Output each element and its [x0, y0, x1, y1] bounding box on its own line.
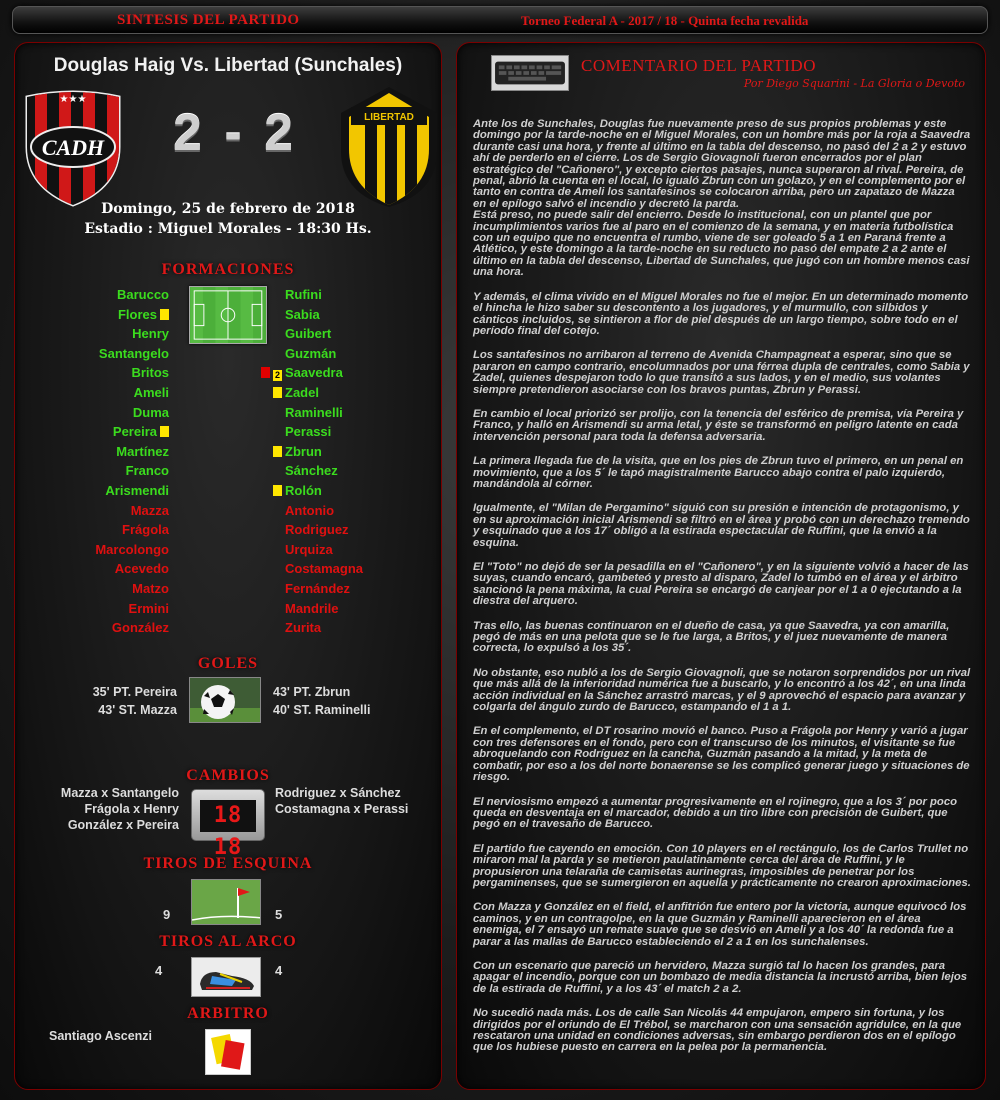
home-crest-stars: ★★★ [59, 94, 87, 105]
player-name: Costamagna [285, 561, 364, 577]
player-name: Ermini [128, 600, 169, 616]
player-name: Mazza [130, 502, 169, 518]
commentary-paragraph: No sucedió nada más. Los de calle San Nicolás 44 empujaron, empero sin fortuna, y los dirigidos por el oriundo de El Trébol, se marcharon con una sensación agridulce, en la que rescataron una unidad en condiciones adversas, sin embargo perdieron dos en el epílogo que los hubiese puesto en carrera en la pelea por la permanencia. [473, 1007, 962, 1054]
commentary-paragraph: La primera llegada fue de la visita, que en los pies de Zbrun tuvo el primero, en un penal en movimiento, que a los 5´ le tapó magistralmente Barucco abajo contra el palo izquierdo, mandándola al córner. [473, 455, 964, 490]
player-name: Sabia [285, 306, 320, 322]
home-lineup [95, 285, 169, 638]
player-away [274, 363, 363, 383]
yellow-card-icon [160, 426, 169, 437]
player-name: Fernández [285, 580, 351, 596]
player-home [95, 481, 169, 501]
player-home [95, 285, 169, 305]
referee-title: ARBITRO [187, 1005, 269, 1022]
player-name: Zadel [285, 384, 319, 400]
player-home [95, 442, 169, 462]
card-marks [273, 481, 282, 501]
player-name: Sánchez [285, 463, 338, 479]
douglas-haig-crest-icon [21, 87, 125, 207]
soccer-field-icon [189, 286, 267, 344]
player-name: Acevedo [114, 561, 169, 577]
player-home [95, 383, 169, 403]
player-name: Henry [132, 326, 169, 342]
player-away [285, 520, 363, 540]
sub-entry: Mazza x Santangelo [60, 786, 179, 800]
player-home [95, 344, 169, 364]
player-away [285, 618, 363, 638]
match-title: Douglas Haig Vs. Libertad (Sunchales) [53, 55, 403, 76]
red-card-icon [261, 367, 270, 378]
goal-entry: 43' ST. Mazza [98, 703, 177, 717]
formations-title: FORMACIONES [161, 261, 295, 278]
home-shots: 4 [155, 963, 163, 978]
soccer-boot-icon [191, 957, 261, 997]
away-crest-top: C. D. [379, 97, 399, 106]
player-away [285, 481, 363, 501]
board-display: 18 18 [200, 800, 256, 832]
card-marks [273, 383, 282, 403]
player-name: Ameli [133, 384, 169, 400]
player-name: Frágola [122, 522, 169, 538]
player-away [285, 422, 363, 442]
away-corners: 5 [275, 907, 283, 922]
card-marks [261, 363, 282, 383]
player-name: Guzmán [285, 345, 337, 361]
commentary-article [473, 119, 971, 1067]
yellow-card-icon [273, 485, 282, 496]
home-subs [61, 785, 179, 833]
commentary-title: COMENTARIO DEL PARTIDO [581, 56, 816, 75]
player-away [285, 501, 363, 521]
player-home [95, 501, 169, 521]
soccer-ball-icon [189, 677, 261, 723]
libertad-crest-icon [337, 87, 441, 207]
player-home [95, 403, 169, 423]
player-away [285, 383, 363, 403]
player-name: Britos [131, 365, 169, 381]
player-name: Antonio [285, 502, 335, 518]
player-name: Saavedra [285, 365, 343, 381]
player-name: Marcolongo [95, 541, 169, 557]
player-home [95, 618, 169, 638]
away-lineup [274, 285, 364, 638]
away-shots: 4 [275, 963, 283, 978]
player-away [285, 540, 363, 560]
commentary-paragraph: Tras ello, las buenas continuaron en el dueño de casa, ya que Saavedra, ya con amarilla, pegó de más en una pelota que se le fue larga, a Britos, y el juez nuevamente de manera correcta, lo expulsó a los 35´. [473, 619, 950, 655]
player-home [95, 324, 169, 344]
player-home [95, 363, 169, 383]
match-stadium: Estadio : Miguel Morales - 18:30 Hs. [84, 221, 372, 237]
player-away [285, 305, 363, 325]
commentary-paragraph: Y además, el clima vivido en el Miguel Morales no fue el mejor. En un determinado momento el hincha le hizo saber su descontento a los jugadores, y el murmullo, con silbidos y cánticos incluidos, se sintieron a flor de piel después de un largo tiempo, sobre todo en el período final del cotejo. [473, 290, 969, 337]
player-name: Zbrun [285, 443, 322, 459]
score: 2 - 2 [172, 104, 298, 162]
sub-entry: Rodriguez x Sánchez [275, 786, 401, 800]
player-name: Rodriguez [285, 522, 349, 538]
player-away [285, 599, 363, 619]
player-home [95, 461, 169, 481]
player-away [285, 344, 363, 364]
shots-title: TIROS AL ARCO [159, 933, 297, 950]
goal-entry: 43' PT. Zbrun [273, 685, 351, 699]
commentary-paragraph: Con Mazza y González en el field, el anfitrión fue entero por la victoria, aunque equivocó los caminos, y en un contragolpe, en la que Guzmán y Raminelli aparecieron en el área enemiga, el 7 ensayó un remate suave que se desvió en Ameli y a los 40´ la redonda fue a parar a las mallas de Barucco estableciendo el 2 a 1 en los sunchalenses. [473, 901, 967, 948]
match-date: Domingo, 25 de febrero de 2018 [101, 201, 355, 217]
commentary-paragraph: En el complemento, el DT rosarino movió el banco. Puso a Frágola por Henry y varió a jugar con tres defensores en el fondo, pero con el transcurso de los minutos, el visitante se fue abroquelando con Rodríguez en la cancha, Guzmán pasando a la mitad, y la meta de combatir, por eso a los del norte bonaerense se les complicó generar juego y situaciones de riesgo. [473, 725, 970, 784]
commentary-paragraph: Igualmente, el "Milan de Pergamino" siguió con su presión e intención de protagonismo, y en su aproximación inicial Arismendi se filtró en el área y probó con un derechazo tremendo y esquinado que a los 17´ obligó a la estirada espectacular de Ruffini, que la envió a la esquina. [473, 502, 970, 549]
commentary-paragraph: El "Toto" no dejó de ser la pesadilla en el "Cañonero", y en la siguiente volvió a hacer de las suyas, cuando encaró, gambeteó y presto al disparo, Zadel lo tumbó en el área y el árbitro sancionó la pena máxima, la cual Pereira se encargó de canjear por el 1 a 0 ejecutando a la diestra del arquero. [473, 561, 969, 608]
player-home [95, 599, 169, 619]
player-name: Raminelli [285, 404, 343, 420]
commentary-paragraph: El partido fue cayendo en emoción. Con 10 players en el rectángulo, los de Carlos Trullet no miraron mal la parda y se metieron paulatinamente cerca del área de Ruffini, y le propusieron una telaraña de camisetas aurinegras, imposibles de penetrar por los pergaminenses, que se sumergieron en aquella y prácticamente no crearon aproximaciones. [473, 842, 971, 889]
player-home [95, 579, 169, 599]
player-name: Santangelo [98, 345, 169, 361]
away-goals [273, 683, 370, 719]
commentary-paragraph: En cambio el local priorizó ser prolijo, con la tenencia del esférico de premisa, vía Pereira y Franco, y halló en Arismendi su arma letal, y éste se transformó en peligro latente en cada intervención personal para toda la defensa adversaria. [473, 407, 964, 443]
sub-entry: Costamagna x Perassi [275, 802, 409, 816]
away-subs [275, 785, 408, 817]
commentary-paragraph: Los santafesinos no arribaron al terreno de Avenida Champagneat a esperar, sino que se pararon en campo contrario, encolumnados por una férrea dupla de centrales, como Sabia y Zadel, quienes despejaron todo lo que transitó a sus lados, y en el medio, sus volantes siempre pretendieron asociarse con los bravos puntas, Zbrun y Perassi. [473, 349, 970, 396]
page-title: SINTESIS DEL PARTIDO [117, 12, 300, 28]
referee-name: Santiago Ascenzi [49, 1029, 153, 1043]
yellow-card-icon [160, 309, 169, 320]
player-name: Martínez [116, 443, 169, 459]
player-away [285, 559, 363, 579]
keyboard-icon [491, 55, 569, 91]
home-goals [93, 683, 177, 719]
player-name: Urquiza [285, 541, 333, 557]
tournament-label: Torneo Federal A - 2017 / 18 - Quinta fecha revalida [521, 13, 809, 28]
goals-title: GOLES [197, 655, 259, 672]
commentary-paragraph: El nerviosismo empezó a aumentar progresivamente en el rojinegro, que a los 3´ por poco queda en desventaja en el marcador, debido a un tiro libre con precisión de Guibert, que pegó en el travesaño de Barucco. [473, 795, 958, 831]
player-home [95, 559, 169, 579]
player-name: Guibert [285, 326, 332, 342]
player-name: Franco [125, 463, 169, 479]
player-name: Matzo [132, 580, 169, 596]
player-name: Flores [117, 306, 157, 322]
player-name: Pereira [112, 424, 157, 440]
player-name: Perassi [285, 424, 332, 440]
goal-entry: 40' ST. Raminelli [273, 703, 371, 717]
away-crest-text: LIBERTAD [364, 112, 414, 123]
commentary-paragraph: Ante los de Sunchales, Douglas fue nuevamente preso de sus propios problemas y este domingo por la tarde-noche en el Miguel Morales, con un hombre más por la roja a Saavedra durante casi una hora, y frente al último en la tabla del descenso, no pasó del 2 a 2 y estuvo ahí de perderlo en el cierre. Los de Sergio Giovagnoli fueron encerrados por el plan estratégico del "Cañonero", y excepto ciertos pasajes, nunca superaron al rival. Pereira, de penal, abrió la cuenta en el local, lo igualó Zbrun con un golazo, y en el complemento por el tanto en contra de Ameli los santafesinos se colocaron arriba, pero un zapatazo de Mazza en el epílogo salvó el incendio y decretó la parda. Está preso, no puede salir del encierro. Desde lo institucional, con un plantel que por incumplimientos varios fue al paro en el comienzo de la semana, y en materia futbolística con un equipo que no encuentra el rumbo, viene de ser goleado 5 a 1 en Paraná frente a Atlético, y este domingo a la tarde-noche en su reducto no pasó del empate 2 a 2 ante el último en la tabla del descenso, Libertad de Sunchales, que jugó con un hombre menos casi una hora. [473, 118, 971, 279]
player-away [285, 285, 363, 305]
commentary-paragraph: Con un escenario que pareció un hervidero, Mazza surgió tal lo hacen los grandes, para apagar el incendio, porque con un bombazo de media distancia la incrustó arriba, bien lejos de la estirada de Ruffini, y a los 43´ el match 2 a 2. [473, 959, 968, 995]
player-name: Rolón [285, 482, 322, 498]
player-name: González [111, 620, 169, 636]
corner-flag-icon [191, 879, 261, 925]
commentary-paragraph: No obstante, eso nubló a los de Sergio Giovagnoli, que se notaron sorprendidos por un rival que más allá de la inferioridad numérica fue a buscarlo, y lo encontró a los 42´, en una linda acción individual en la Sánchez arrastró marcas, y el 9 aprovechó el espacio para avanzar y colgarla del ángulo zurdo de Barucco, estampando el 1 a 1. [473, 666, 971, 714]
corners-title: TIROS DE ESQUINA [143, 855, 313, 872]
player-name: Rufini [285, 287, 322, 302]
player-home [95, 305, 169, 325]
yellow-card-icon [273, 446, 282, 457]
sub-entry: Frágola x Henry [84, 802, 179, 816]
goal-entry: 35' PT. Pereira [92, 685, 177, 699]
card-marks [273, 442, 282, 462]
home-crest-text: CADH [41, 135, 105, 160]
player-name: Arismendi [105, 482, 169, 498]
player-away [285, 442, 363, 462]
player-home [95, 422, 169, 442]
referee-cards-icon [205, 1029, 251, 1075]
player-home [95, 520, 169, 540]
commentary-author: Por Diego Squarini - La Gloria o Devoto [743, 77, 965, 90]
match-summary-panel [14, 42, 442, 1090]
player-away [285, 403, 363, 423]
top-header-bar [12, 6, 988, 34]
subs-title: CAMBIOS [186, 767, 270, 784]
sub-entry: González x Pereira [67, 818, 179, 832]
second-yellow-icon: 2 [274, 370, 280, 381]
yellow-card-icon [273, 387, 282, 398]
home-corners: 9 [163, 907, 171, 922]
player-away [285, 324, 363, 344]
player-away [285, 461, 363, 481]
player-name: Barucco [116, 287, 169, 302]
commentary-panel [456, 42, 986, 1090]
player-away [285, 579, 363, 599]
player-name: Duma [132, 404, 169, 420]
player-name: Zurita [285, 620, 322, 636]
substitution-board-icon [191, 789, 265, 860]
player-name: Mandrile [285, 600, 339, 616]
player-home [95, 540, 169, 560]
